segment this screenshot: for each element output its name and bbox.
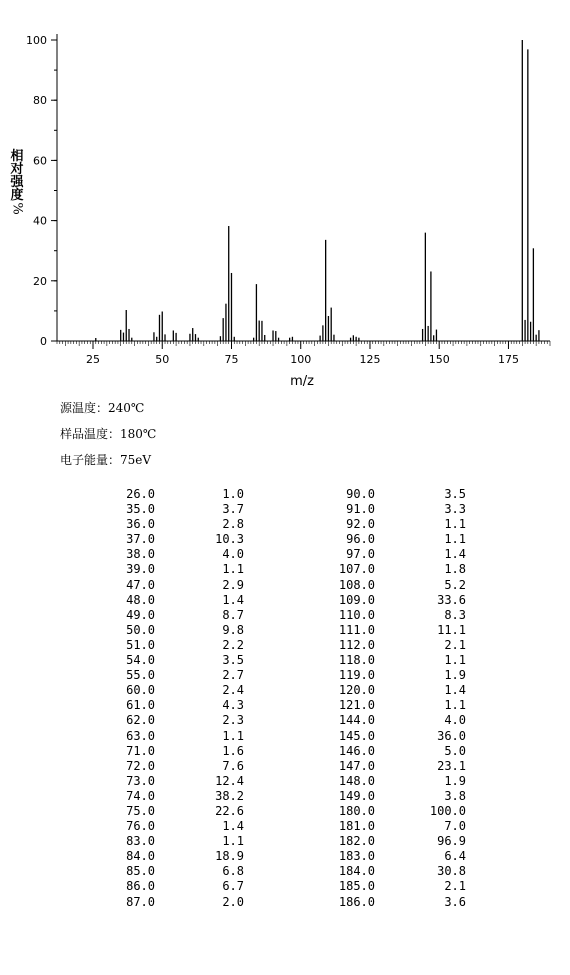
mz-cell: 92.0 xyxy=(346,517,375,532)
intensity-cell: 5.0 xyxy=(444,743,466,758)
table-row xyxy=(0,804,570,819)
table-row xyxy=(0,562,570,577)
mz-cell: 145.0 xyxy=(338,728,375,743)
intensity-cell: 38.2 xyxy=(215,788,244,803)
mz-cell: 76.0 xyxy=(126,819,155,834)
table-row xyxy=(0,487,570,502)
mz-cell: 62.0 xyxy=(126,713,155,728)
mz-cell: 180.0 xyxy=(338,803,375,818)
intensity-cell: 7.0 xyxy=(444,819,466,834)
mz-cell: 107.0 xyxy=(338,562,375,577)
x-tick-label: 25 xyxy=(86,353,101,366)
intensity-cell: 1.1 xyxy=(222,834,244,849)
table-row xyxy=(0,834,570,849)
y-tick-label: 80 xyxy=(33,94,47,108)
intensity-cell: 4.3 xyxy=(222,698,244,713)
mz-cell: 111.0 xyxy=(338,622,375,637)
intensity-cell: 6.4 xyxy=(444,849,466,864)
y-tick-label: 60 xyxy=(33,154,47,168)
table-row xyxy=(0,593,570,608)
mz-cell: 83.0 xyxy=(126,834,155,849)
intensity-cell: 3.5 xyxy=(222,653,244,668)
table-row xyxy=(0,698,570,713)
table-row xyxy=(0,759,570,774)
mz-cell: 72.0 xyxy=(126,758,155,773)
sample-temperature: 样品温度：180℃ xyxy=(60,427,157,441)
intensity-cell: 1.9 xyxy=(444,773,466,788)
mz-cell: 55.0 xyxy=(126,668,155,683)
y-axis-label-char: 相 xyxy=(10,149,24,164)
table-row xyxy=(0,849,570,864)
table-row xyxy=(0,502,570,517)
table-row xyxy=(0,608,570,623)
mz-cell: 86.0 xyxy=(126,879,155,894)
mz-cell: 50.0 xyxy=(126,622,155,637)
mz-cell: 75.0 xyxy=(126,803,155,818)
mz-cell: 183.0 xyxy=(338,849,375,864)
intensity-cell: 9.8 xyxy=(222,622,244,637)
y-axis-label-char: 强 xyxy=(10,175,24,190)
table-row xyxy=(0,683,570,698)
mz-cell: 73.0 xyxy=(126,773,155,788)
intensity-cell: 1.1 xyxy=(444,653,466,668)
peak-table xyxy=(0,487,570,910)
x-tick-label: 100 xyxy=(290,353,312,366)
table-row xyxy=(0,729,570,744)
intensity-cell: 3.7 xyxy=(222,502,244,517)
intensity-cell: 3.5 xyxy=(444,487,466,501)
mz-cell: 121.0 xyxy=(338,698,375,713)
intensity-cell: 18.9 xyxy=(215,849,244,864)
mz-cell: 51.0 xyxy=(126,637,155,652)
mz-cell: 186.0 xyxy=(338,894,375,909)
mz-cell: 90.0 xyxy=(346,487,375,501)
mz-cell: 109.0 xyxy=(338,592,375,607)
intensity-cell: 4.0 xyxy=(222,547,244,562)
intensity-cell: 1.0 xyxy=(222,487,244,501)
mz-cell: 118.0 xyxy=(338,653,375,668)
intensity-cell: 1.4 xyxy=(444,683,466,698)
mz-cell: 84.0 xyxy=(126,849,155,864)
intensity-cell: 3.3 xyxy=(444,502,466,517)
mz-cell: 37.0 xyxy=(126,532,155,547)
intensity-cell: 1.4 xyxy=(222,819,244,834)
intensity-cell: 1.1 xyxy=(444,698,466,713)
mz-cell: 146.0 xyxy=(338,743,375,758)
table-row xyxy=(0,578,570,593)
y-axis-label-char: % xyxy=(9,202,25,215)
mass-spectrum-chart xyxy=(0,0,570,395)
mz-cell: 85.0 xyxy=(126,864,155,879)
intensity-cell: 36.0 xyxy=(437,728,466,743)
intensity-cell: 2.1 xyxy=(444,637,466,652)
intensity-cell: 6.8 xyxy=(222,864,244,879)
x-tick-label: 175 xyxy=(497,353,519,366)
intensity-cell: 30.8 xyxy=(437,864,466,879)
intensity-cell: 1.4 xyxy=(444,547,466,562)
mz-cell: 48.0 xyxy=(126,592,155,607)
intensity-cell: 2.1 xyxy=(444,879,466,894)
intensity-cell: 3.6 xyxy=(444,894,466,909)
y-axis xyxy=(26,34,57,348)
intensity-cell: 8.7 xyxy=(222,607,244,622)
intensity-cell: 1.1 xyxy=(222,562,244,577)
mz-cell: 96.0 xyxy=(346,532,375,547)
table-row xyxy=(0,547,570,562)
intensity-cell: 96.9 xyxy=(437,834,466,849)
intensity-cell: 1.6 xyxy=(222,743,244,758)
mz-cell: 119.0 xyxy=(338,668,375,683)
x-tick-label: 50 xyxy=(155,353,170,366)
intensity-cell: 3.8 xyxy=(444,788,466,803)
table-row xyxy=(0,532,570,547)
intensity-cell: 2.3 xyxy=(222,713,244,728)
mz-cell: 181.0 xyxy=(338,819,375,834)
mz-cell: 71.0 xyxy=(126,743,155,758)
intensity-cell: 5.2 xyxy=(444,577,466,592)
mz-cell: 112.0 xyxy=(338,637,375,652)
mz-cell: 182.0 xyxy=(338,834,375,849)
mz-cell: 35.0 xyxy=(126,502,155,517)
mz-cell: 54.0 xyxy=(126,653,155,668)
intensity-cell: 33.6 xyxy=(437,592,466,607)
table-row xyxy=(0,774,570,789)
intensity-cell: 2.4 xyxy=(222,683,244,698)
intensity-cell: 8.3 xyxy=(444,607,466,622)
mz-cell: 120.0 xyxy=(338,683,375,698)
y-axis-label xyxy=(9,150,25,215)
mz-cell: 36.0 xyxy=(126,517,155,532)
mz-cell: 144.0 xyxy=(338,713,375,728)
table-row xyxy=(0,517,570,532)
intensity-cell: 23.1 xyxy=(437,758,466,773)
mz-cell: 49.0 xyxy=(126,607,155,622)
y-axis-label-char: 度 xyxy=(10,188,24,203)
mz-cell: 185.0 xyxy=(338,879,375,894)
table-row xyxy=(0,789,570,804)
spectrum-peaks xyxy=(96,40,539,341)
electron-energy: 电子能量：75eV xyxy=(60,453,152,467)
mz-cell: 74.0 xyxy=(126,788,155,803)
intensity-cell: 2.2 xyxy=(222,637,244,652)
intensity-cell: 2.9 xyxy=(222,577,244,592)
table-row xyxy=(0,879,570,894)
mz-cell: 108.0 xyxy=(338,577,375,592)
mz-cell: 47.0 xyxy=(126,577,155,592)
intensity-cell: 7.6 xyxy=(222,758,244,773)
table-row xyxy=(0,819,570,834)
mz-cell: 110.0 xyxy=(338,607,375,622)
y-tick-label: 100 xyxy=(26,34,47,47)
y-tick-label: 20 xyxy=(33,274,47,288)
intensity-cell: 2.7 xyxy=(222,668,244,683)
table-row xyxy=(0,895,570,910)
table-row xyxy=(0,668,570,683)
mz-cell: 63.0 xyxy=(126,728,155,743)
y-tick-label: 0 xyxy=(40,335,47,348)
y-axis-label-char: 对 xyxy=(10,162,24,177)
mz-cell: 87.0 xyxy=(126,894,155,909)
mz-cell: 97.0 xyxy=(346,547,375,562)
source-temperature: 源温度：240℃ xyxy=(60,401,145,415)
table-row xyxy=(0,653,570,668)
intensity-cell: 100.0 xyxy=(429,803,466,818)
mz-cell: 39.0 xyxy=(126,562,155,577)
mz-cell: 147.0 xyxy=(338,758,375,773)
intensity-cell: 2.0 xyxy=(222,894,244,909)
x-axis-label: m/z xyxy=(290,374,314,389)
mz-cell: 91.0 xyxy=(346,502,375,517)
intensity-cell: 1.4 xyxy=(222,592,244,607)
intensity-cell: 1.1 xyxy=(444,532,466,547)
intensity-cell: 6.7 xyxy=(222,879,244,894)
mz-cell: 148.0 xyxy=(338,773,375,788)
mz-cell: 60.0 xyxy=(126,683,155,698)
table-row xyxy=(0,638,570,653)
intensity-cell: 12.4 xyxy=(215,773,244,788)
intensity-cell: 22.6 xyxy=(215,803,244,818)
mz-cell: 184.0 xyxy=(338,864,375,879)
table-row xyxy=(0,744,570,759)
table-row xyxy=(0,713,570,728)
table-row xyxy=(0,623,570,638)
mz-cell: 38.0 xyxy=(126,547,155,562)
intensity-cell: 1.1 xyxy=(222,728,244,743)
x-tick-label: 125 xyxy=(359,353,381,366)
intensity-cell: 11.1 xyxy=(437,622,466,637)
mz-cell: 61.0 xyxy=(126,698,155,713)
intensity-cell: 4.0 xyxy=(444,713,466,728)
x-axis xyxy=(57,341,550,366)
intensity-cell: 10.3 xyxy=(215,532,244,547)
x-tick-label: 150 xyxy=(428,353,450,366)
intensity-cell: 1.8 xyxy=(444,562,466,577)
table-row xyxy=(0,864,570,879)
intensity-cell: 2.8 xyxy=(222,517,244,532)
intensity-cell: 1.1 xyxy=(444,517,466,532)
mz-cell: 149.0 xyxy=(338,788,375,803)
mz-cell: 26.0 xyxy=(126,487,155,501)
x-tick-label: 75 xyxy=(224,353,239,366)
y-tick-label: 40 xyxy=(33,214,47,228)
intensity-cell: 1.9 xyxy=(444,668,466,683)
